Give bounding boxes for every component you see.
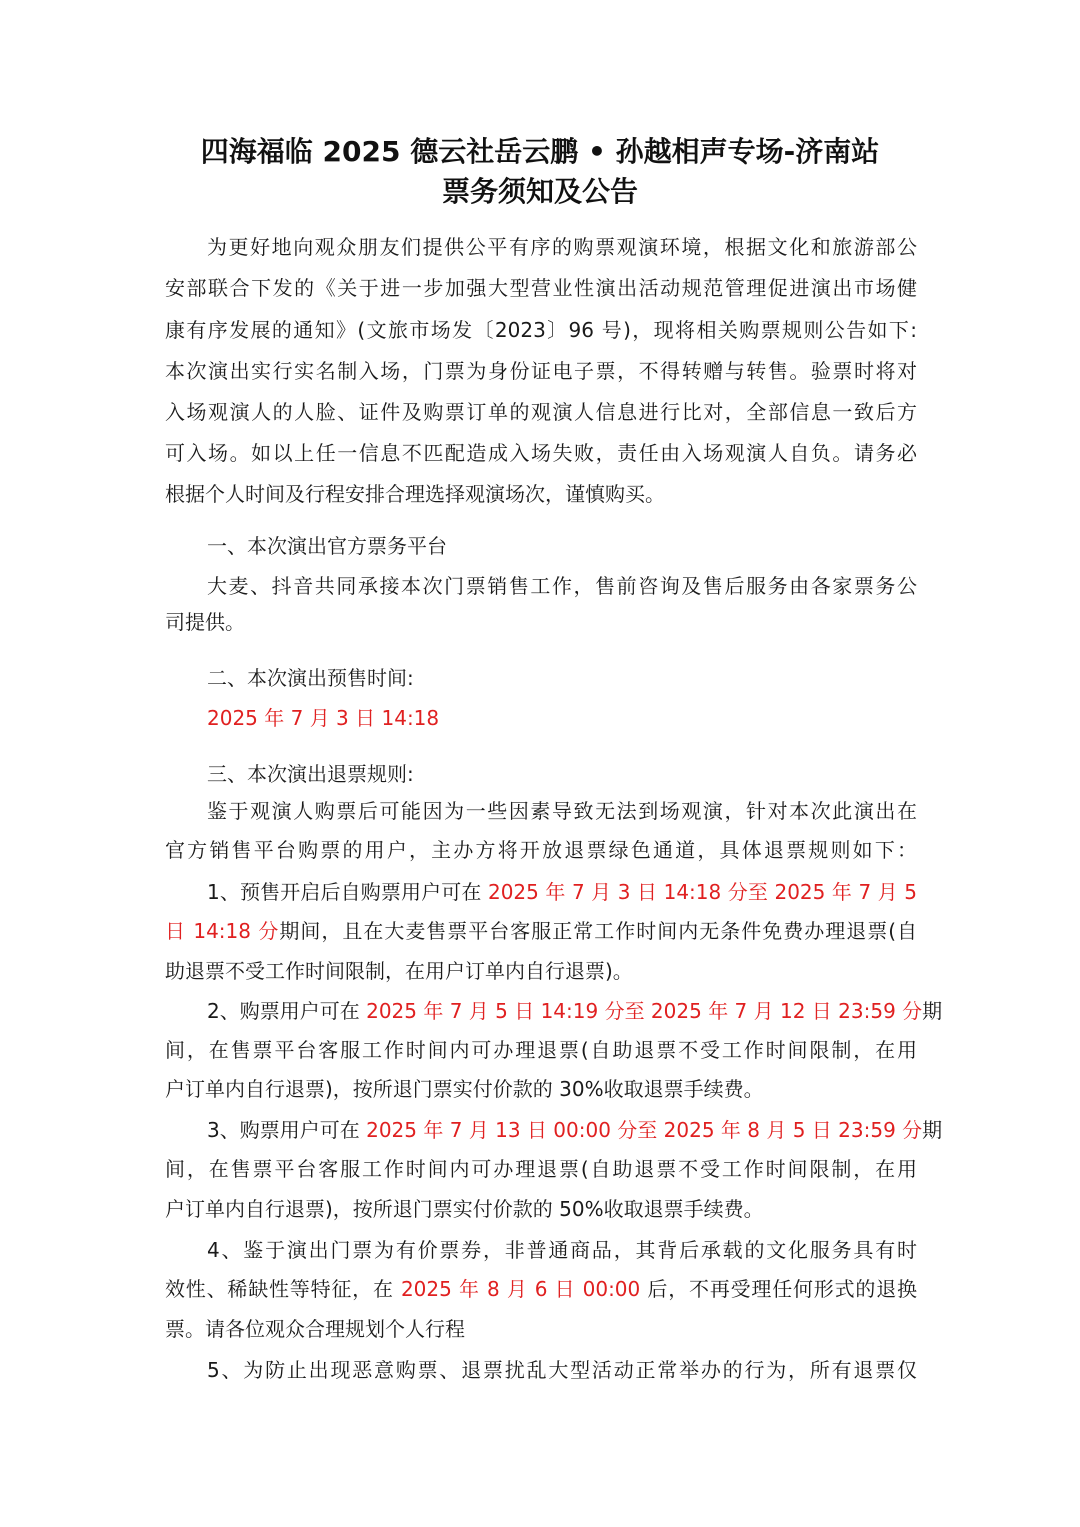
rule-text: 3、购票用户可在: [207, 1118, 367, 1142]
section2-heading: 二、本次演出预售时间:: [207, 666, 414, 690]
rule-text: 2、购票用户可在: [207, 999, 367, 1023]
document-title: 四海福临 2025 德云社岳云鹏 • 孙越相声专场-济南站: [200, 135, 880, 168]
section3-intro-line: 鉴于观演人购票后可能因为一些因素导致无法到场观演，针对本次此演出在: [207, 799, 917, 823]
section1-line: 大麦、抖音共同承接本次门票销售工作，售前咨询及售后服务由各家票务公: [207, 574, 917, 598]
rule1-line: [207, 872, 917, 912]
rule1-line: 助退票不受工作时间限制，在用户订单内自行退票)。: [165, 959, 633, 983]
intro-line: 康有序发展的通知》(文旅市场发〔2023〕96 号)，现将相关购票规则公告如下:: [165, 318, 917, 342]
document-subtitle: 票务须知及公告: [441, 175, 638, 208]
rule4-line: 票。请各位观众合理规划个人行程: [165, 1317, 465, 1341]
rule-text: 期间，且在大麦售票平台客服正常工作时间内无条件免费办理退票(自: [279, 919, 917, 943]
refund-period: 2025 年 7 月 3 日 14:18 分至 2025 年 7 月 5: [487, 880, 917, 904]
rule-text: 后，不再受理任何形式的退换: [640, 1277, 918, 1301]
refund-deadline: 2025 年 8 月 6 日 00:00: [400, 1277, 641, 1301]
intro-line: 根据个人时间及行程安排合理选择观演场次，谨慎购买。: [165, 482, 665, 506]
rule2-line: 户订单内自行退票)，按所退门票实付价款的 30%收取退票手续费。: [165, 1077, 764, 1101]
rule3-line: 户订单内自行退票)，按所退门票实付价款的 50%收取退票手续费。: [165, 1197, 764, 1221]
section1-line: 司提供。: [165, 610, 245, 634]
rule-text: 期: [922, 1118, 943, 1142]
section3-heading: 三、本次演出退票规则:: [207, 762, 414, 786]
section3-intro-line: 官方销售平台购票的用户，主办方将开放退票绿色通道，具体退票规则如下：: [165, 838, 917, 862]
refund-period: 2025 年 7 月 13 日 00:00 分至 2025 年 8 月 5 日 23:59 分: [366, 1118, 923, 1142]
intro-line: 安部联合下发的《关于进一步加强大型营业性演出活动规范管理促进演出市场健: [165, 276, 917, 300]
rule-text: 效性、稀缺性等特征，在: [165, 1277, 401, 1301]
intro-line: 可入场。如以上任一信息不匹配造成入场失败，责任由入场观演人自负。请务必: [165, 441, 917, 465]
refund-period: 日 14:18 分: [165, 919, 280, 943]
rule3-line: 间，在售票平台客服工作时间内可办理退票(自助退票不受工作时间限制，在用: [165, 1157, 917, 1181]
intro-line: 入场观演人的人脸、证件及购票订单的观演人信息进行比对，全部信息一致后方: [165, 400, 917, 424]
rule2-line: [207, 991, 943, 1031]
rule4-line: [165, 1269, 917, 1309]
rule-text: 期: [922, 999, 943, 1023]
rule4-line: 4、鉴于演出门票为有价票券，非普通商品，其背后承载的文化服务具有时: [207, 1238, 917, 1262]
rule1-line: [165, 911, 917, 951]
presale-time: 2025 年 7 月 3 日 14:18: [207, 706, 440, 730]
rule3-line: [207, 1110, 943, 1150]
section1-heading: 一、本次演出官方票务平台: [207, 534, 447, 558]
intro-line: 为更好地向观众朋友们提供公平有序的购票观演环境，根据文化和旅游部公: [207, 235, 917, 259]
rule2-line: 间，在售票平台客服工作时间内可办理退票(自助退票不受工作时间限制，在用: [165, 1038, 917, 1062]
rule5-line: 5、为防止出现恶意购票、退票扰乱大型活动正常举办的行为，所有退票仅: [207, 1358, 917, 1382]
refund-period: 2025 年 7 月 5 日 14:19 分至 2025 年 7 月 12 日 23:59 分: [366, 999, 923, 1023]
intro-line: 本次演出实行实名制入场，门票为身份证电子票，不得转赠与转售。验票时将对: [165, 359, 917, 383]
rule-text: 1、预售开启后自购票用户可在: [207, 880, 488, 904]
